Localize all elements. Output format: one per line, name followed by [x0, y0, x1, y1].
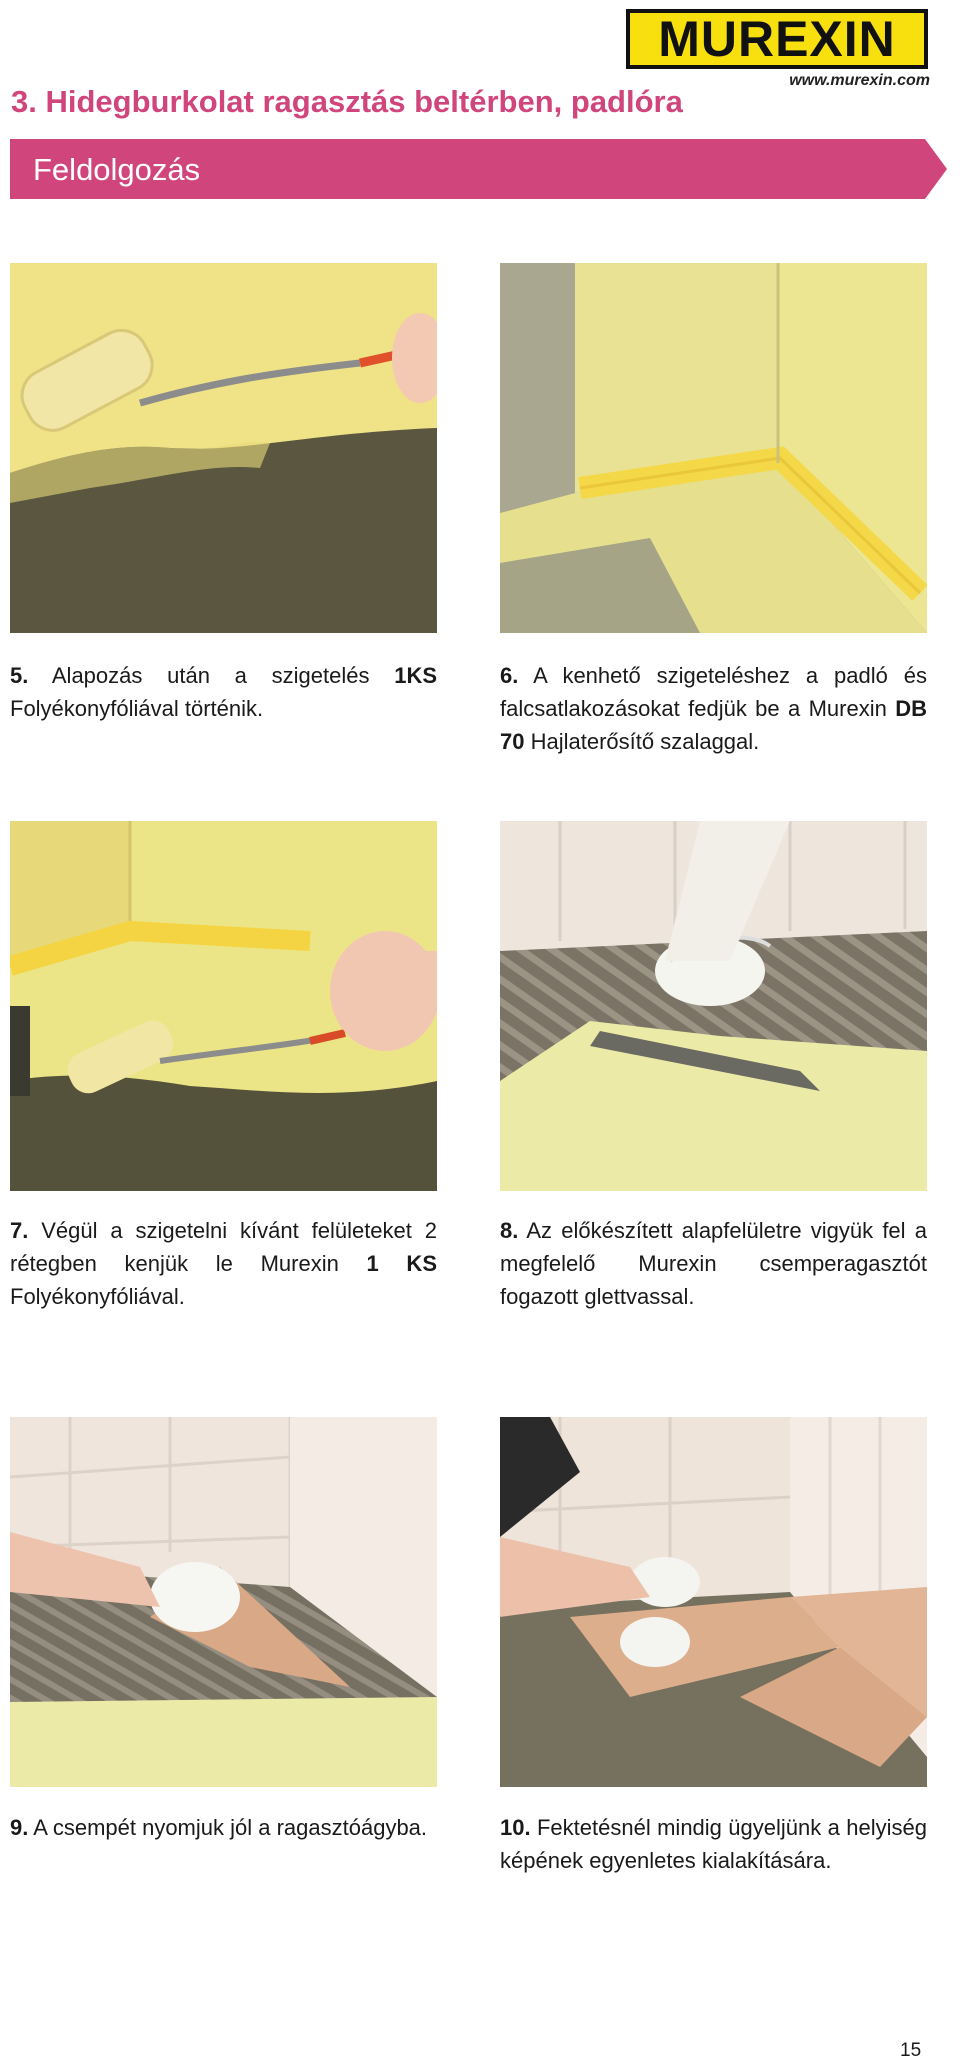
- step-text: A csempét nyomjuk jól a ragasztóágyba.: [28, 1815, 428, 1840]
- step-text: Alapozás után a szigetelés: [28, 663, 395, 688]
- step-number: 7.: [10, 1218, 29, 1243]
- product-name: 1KS: [394, 663, 437, 688]
- step-number: 10.: [500, 1815, 531, 1840]
- caption-step-7: [10, 1214, 437, 1313]
- caption-step-5: [10, 659, 437, 725]
- caption-step-6: [500, 659, 927, 758]
- caption-step-8: [500, 1214, 927, 1313]
- murexin-logo: MUREXIN: [626, 9, 928, 69]
- page-title: 3. Hidegburkolat ragasztás beltérben, padlóra: [11, 84, 683, 119]
- step-number: 8.: [500, 1218, 519, 1243]
- photo-step-9: [10, 1417, 437, 1787]
- product-name: DB 70: [500, 696, 927, 754]
- step-text: Folyékonyfóliával.: [10, 1284, 185, 1309]
- photo-step-8: [500, 821, 927, 1191]
- product-name: 1 KS: [366, 1251, 437, 1276]
- photo-step-6: [500, 263, 927, 633]
- photo-step-5: [10, 263, 437, 633]
- website-url: www.murexin.com: [789, 72, 930, 89]
- section-title: Feldolgozás: [33, 152, 201, 187]
- step-number: 5.: [10, 663, 29, 688]
- step-text: A kenhető szigeteléshez a padló és falcsatlakozásokat fedjük be a Murexin: [500, 663, 927, 721]
- step-number: 9.: [10, 1815, 29, 1840]
- step-text: Az előkészített alapfelületre vigyük fel a megfelelő Murexin csemperagasztót fogazott glettvassal.: [500, 1218, 927, 1309]
- step-number: 6.: [500, 663, 519, 688]
- section-banner: [10, 139, 947, 199]
- step-text: Végül a szigetelni kívánt felületeket 2 rétegben kenjük le Murexin: [10, 1218, 437, 1276]
- page-number: 15: [900, 2040, 922, 2061]
- step-text: Hajlaterősítő szalaggal.: [524, 729, 760, 754]
- caption-step-9: [10, 1811, 437, 1844]
- caption-step-10: [500, 1811, 927, 1877]
- step-text: Folyékonyfóliával történik.: [10, 696, 264, 721]
- photo-step-10: [500, 1417, 927, 1787]
- step-text: Fektetésnél mindig ügyeljünk a helyiség képének egyenletes kialakítására.: [500, 1815, 927, 1873]
- photo-step-7: [10, 821, 437, 1191]
